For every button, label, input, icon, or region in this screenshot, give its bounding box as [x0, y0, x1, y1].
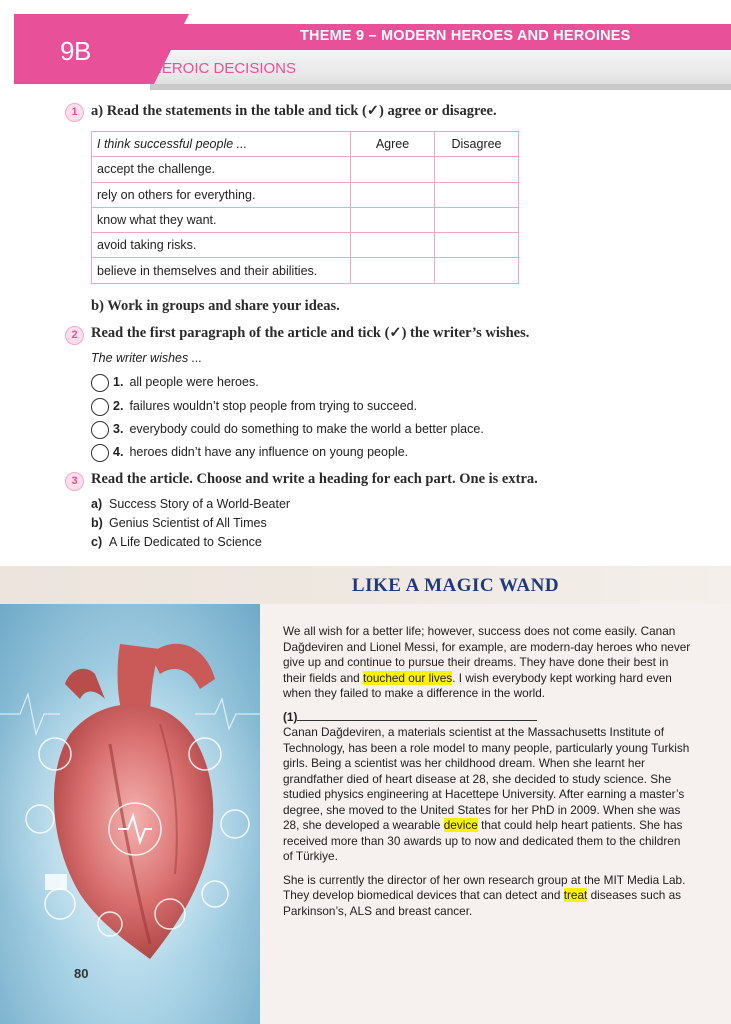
heading-letter: a): [91, 497, 103, 511]
heading-option-b: [91, 516, 267, 530]
table-header-agree: Agree: [351, 132, 435, 157]
header-shade-edge: [150, 84, 731, 90]
wish-option-1: [91, 372, 259, 392]
highlight-touched-our-lives: touched our lives: [363, 670, 453, 685]
tick-circle[interactable]: [91, 421, 109, 439]
article-body: [283, 624, 693, 927]
statement-cell: know what they want.: [92, 207, 351, 232]
option-text: all people were heroes.: [129, 375, 259, 389]
agree-cell[interactable]: [351, 157, 435, 182]
tick-circle[interactable]: [91, 444, 109, 462]
table-row: [92, 207, 519, 232]
option-text: failures wouldn’t stop people from trying to succeed.: [129, 399, 418, 413]
lesson-subtitle: HEROIC DECISIONS: [151, 60, 297, 77]
table-header-disagree: Disagree: [435, 132, 519, 157]
agree-disagree-table: [91, 131, 519, 284]
exercise-1a-instruction: a) Read the statements in the table and tick (✓) agree or disagree.: [91, 103, 497, 119]
heading-blank: [283, 710, 693, 726]
table-row: [92, 157, 519, 182]
agree-cell[interactable]: [351, 258, 435, 283]
exercise-3-instruction: Read the article. Choose and write a heading for each part. One is extra.: [91, 471, 538, 487]
exercise-number-3: 3: [65, 472, 84, 491]
statement-cell: believe in themselves and their abilities.: [92, 258, 351, 283]
table-row: [92, 258, 519, 283]
disagree-cell[interactable]: [435, 233, 519, 258]
statement-cell: accept the challenge.: [92, 157, 351, 182]
statement-cell: rely on others for everything.: [92, 182, 351, 207]
heading-letter: c): [91, 535, 103, 549]
option-number: 4.: [113, 445, 124, 459]
table-header-statement: I think successful people ...: [92, 132, 351, 157]
heading-option-c: [91, 535, 262, 549]
heart-illustration: [0, 604, 260, 1024]
option-text: everybody could do something to make the world a better place.: [129, 422, 484, 436]
article-paragraph-1: We all wish for a better life; however, success does not come easily. Canan Dağdeviren and Lionel Messi, for example, are modern-day heroes who never give up and continue to pursue their dreams. They have done their best in their fields and touched our lives. I wish everybody kept working hard even when they failed to make a difference in the world.: [283, 624, 691, 700]
agree-cell[interactable]: [351, 182, 435, 207]
exercise-2-lead: The writer wishes ...: [91, 351, 203, 365]
table-row: [92, 182, 519, 207]
tick-circle[interactable]: [91, 398, 109, 416]
unit-code: 9B: [60, 36, 91, 66]
theme-title: THEME 9 – MODERN HEROES AND HEROINES: [300, 28, 631, 44]
heading-text: Success Story of a World-Beater: [109, 497, 291, 511]
page-number: 80: [74, 966, 89, 981]
disagree-cell[interactable]: [435, 258, 519, 283]
statement-cell: avoid taking risks.: [92, 233, 351, 258]
table-row: [92, 233, 519, 258]
heart-image-icon: [0, 604, 260, 1024]
exercise-1b-instruction: b) Work in groups and share your ideas.: [91, 298, 340, 314]
heading-option-a: [91, 497, 290, 511]
disagree-cell[interactable]: [435, 157, 519, 182]
wish-option-4: [91, 442, 408, 462]
option-number: 1.: [113, 375, 124, 389]
option-text: heroes didn’t have any influence on young people.: [129, 445, 409, 459]
exercise-number-2: 2: [65, 326, 84, 345]
heading-letter: b): [91, 516, 103, 530]
exercise-number-1: 1: [65, 103, 84, 122]
option-number: 2.: [113, 399, 124, 413]
agree-cell[interactable]: [351, 233, 435, 258]
highlight-treat: treat: [563, 888, 588, 902]
disagree-cell[interactable]: [435, 182, 519, 207]
exercise-2-instruction: Read the first paragraph of the article and tick (✓) the writer’s wishes.: [91, 325, 530, 341]
heading-answer-line[interactable]: [297, 710, 537, 721]
table-header-row: [92, 132, 519, 157]
blank-label: (1): [283, 709, 298, 724]
option-number: 3.: [113, 422, 124, 436]
tick-circle[interactable]: [91, 374, 109, 392]
heading-text: Genius Scientist of All Times: [109, 516, 267, 530]
wish-option-3: [91, 419, 484, 439]
disagree-cell[interactable]: [435, 207, 519, 232]
wish-option-2: [91, 396, 417, 416]
heading-text: A Life Dedicated to Science: [109, 535, 262, 549]
highlight-device: device: [443, 818, 478, 832]
article-title: LIKE A MAGIC WAND: [351, 575, 560, 596]
article-paragraph-2: Canan Dağdeviren, a materials scientist at the Massachusetts Institute of Technology, has been a role model to many people, particularly young Turkish girls. Being a scientist was her childhood dream. When she learnt her grandfather died of heart disease at 28, she decided to study science. She studied physics engineering at Hacettepe University. After earning a master’s degree, she moved to the United States for her PhD in 2009. When she was 28, she developed a wearable device that could help heart patients. She has received more than 30 awards up to now and dedicated them to the children of Türkiye.: [283, 725, 690, 863]
article-paragraph-3: She is currently the director of her own research group at the MIT Media Lab. They develop biomedical devices that can detect and treat diseases such as Parkinson’s, ALS and breast cancer.: [283, 872, 686, 918]
agree-cell[interactable]: [351, 207, 435, 232]
